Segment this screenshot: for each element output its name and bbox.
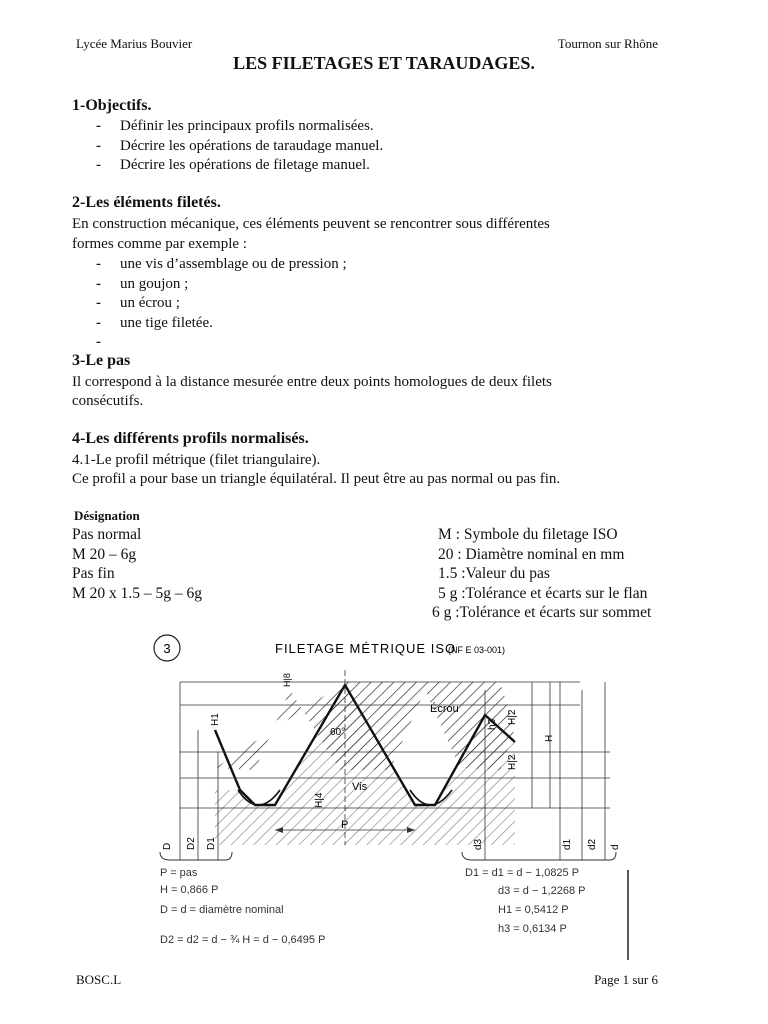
formula-right-4: h3 = 0,6134 P: [498, 923, 567, 935]
list-item: - une tige filetée.: [96, 315, 213, 331]
label-h8: H|8: [282, 673, 292, 687]
list-item: - Décrire les opérations de taraudage manuel.: [96, 138, 384, 154]
label-h: H: [544, 734, 555, 742]
section-4-subheading: 4.1-Le profil métrique (filet triangulaire).: [72, 452, 321, 468]
list-item: - un écrou ;: [96, 295, 180, 311]
label-h4: H|4: [314, 792, 325, 808]
page-title: LES FILETAGES ET TARAUDAGES.: [233, 53, 535, 73]
section-2-heading: 2-Les éléments filetés.: [72, 194, 221, 211]
formula-left-2: H = 0,866 P: [160, 884, 219, 896]
section-2-intro: En construction mécanique, ces éléments peuvent se rencontrer sous différentes: [72, 216, 550, 232]
list-item: - Décrire les opérations de filetage manuel.: [96, 157, 370, 173]
label-d: d: [610, 844, 621, 850]
label-h2-upper: H|2: [507, 709, 518, 725]
formula-right-1: D1 = d1 = d − 1,0825 P: [465, 867, 580, 879]
section-1-heading: 1-Objectifs.: [72, 97, 152, 114]
formula-left-1: P = pas: [160, 867, 198, 879]
section-3-text-cont: consécutifs.: [72, 393, 144, 409]
header-school: Lycée Marius Bouvier: [76, 36, 193, 51]
label-h1: H1: [210, 713, 221, 726]
formula-right-2: d3 = d − 1,2268 P: [498, 885, 586, 897]
section-3-text: Il correspond à la distance mesurée entre deux points homologues de deux filets: [72, 374, 552, 390]
designation-left-1: Pas normal: [72, 526, 142, 543]
label-ecrou: Écrou: [430, 703, 459, 715]
label-h3: h3: [487, 718, 498, 730]
label-angle: 60°: [330, 727, 346, 738]
list-item: -: [96, 334, 101, 350]
designation-label: Désignation: [74, 508, 140, 523]
formula-left-3: D = d = diamètre nominal: [160, 904, 284, 916]
label-vis: Vis: [352, 781, 368, 793]
section-3-heading: 3-Le pas: [72, 352, 131, 369]
section-4-heading: 4-Les différents profils normalisés.: [72, 430, 309, 447]
section-2-intro-cont: formes comme par exemple :: [72, 236, 247, 252]
designation-left-4: M 20 x 1.5 – 5g – 6g: [72, 585, 203, 602]
formula-right-3: H1 = 0,5412 P: [498, 904, 569, 916]
designation-right-3: 1.5 :Valeur du pas: [438, 565, 550, 582]
formula-left-4: D2 = d2 = d − ¾ H = d − 0,6495 P: [160, 934, 326, 946]
label-D1: D1: [206, 837, 217, 850]
list-item: - un goujon ;: [96, 276, 189, 292]
designation-left-2: M 20 – 6g: [72, 546, 137, 563]
designation-right-1: M : Symbole du filetage ISO: [438, 526, 618, 543]
designation-right-5: 6 g :Tolérance et écarts sur sommet: [432, 604, 652, 621]
figure-norm: (NF E 03-001): [448, 645, 506, 655]
label-D: D: [162, 842, 173, 850]
label-d3: d3: [473, 838, 484, 850]
label-h2-lower: H|2: [507, 754, 518, 770]
list-item: - Définir les principaux profils normalisées.: [96, 118, 374, 134]
iso-thread-figure: [140, 630, 630, 960]
designation-left-3: Pas fin: [72, 565, 115, 582]
figure-number: 3: [163, 641, 171, 656]
designation-right-4: 5 g :Tolérance et écarts sur le flan: [438, 585, 648, 602]
section-4-text: Ce profil a pour base un triangle équilatéral. Il peut être au pas normal ou pas fin.: [72, 471, 561, 487]
footer-author: BOSC.L: [76, 972, 122, 987]
list-item: - une vis d’assemblage ou de pression ;: [96, 256, 347, 272]
figure-title: FILETAGE MÉTRIQUE ISO: [275, 641, 457, 656]
header-city: Tournon sur Rhône: [557, 36, 658, 51]
label-D2: D2: [186, 837, 197, 850]
label-d1: d1: [562, 838, 573, 850]
label-d2: d2: [587, 838, 598, 850]
label-pitch: P: [341, 819, 349, 831]
designation-right-2: 20 : Diamètre nominal en mm: [438, 546, 625, 563]
footer-page-number: Page 1 sur 6: [594, 972, 658, 987]
